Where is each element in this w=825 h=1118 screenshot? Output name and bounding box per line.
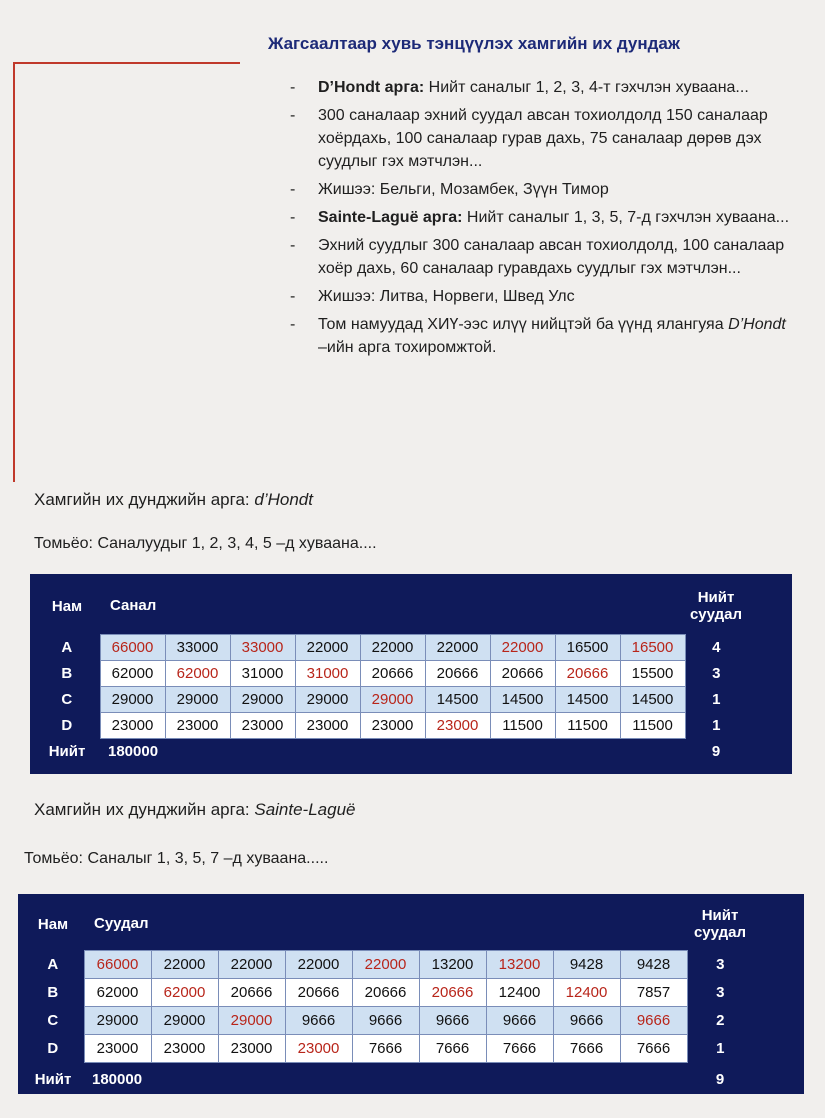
quotient-cell: 20666 bbox=[555, 660, 620, 686]
bullet-text: Том намуудад ХИҮ-ээс илүү нийцтэй ба үүнд ялангуяа bbox=[318, 316, 729, 333]
total-seats-line2: суудал bbox=[689, 606, 743, 623]
table-row bbox=[34, 660, 747, 686]
quotient-cell: 9428 bbox=[620, 950, 687, 978]
quotient-cell: 7666 bbox=[553, 1034, 620, 1062]
bullet-bold: D’Hondt арга: bbox=[318, 79, 425, 96]
seats-value: 1 bbox=[712, 690, 721, 708]
quotient-cell: 16500 bbox=[555, 634, 620, 660]
quotient-cell: 16500 bbox=[620, 634, 685, 660]
seats-value: 1 bbox=[716, 1039, 725, 1057]
bullet-dash: - bbox=[290, 79, 296, 96]
quotient-cell: 23000 bbox=[295, 712, 360, 738]
footer-total-seats: 9 bbox=[715, 1070, 725, 1088]
bullet-dash: - bbox=[290, 107, 296, 124]
column-header-party: Нам bbox=[51, 597, 83, 615]
quotient-cell: 20666 bbox=[218, 978, 285, 1006]
quotient-cell: 33000 bbox=[165, 634, 230, 660]
seats-value: 2 bbox=[716, 1011, 725, 1029]
quotient-cell: 20666 bbox=[425, 660, 490, 686]
quotient-cell: 20666 bbox=[285, 978, 352, 1006]
quotient-cell: 33000 bbox=[230, 634, 295, 660]
quotient-cell: 62000 bbox=[100, 660, 165, 686]
column-header-total-seats bbox=[687, 898, 753, 950]
table-row bbox=[22, 1034, 753, 1062]
quotient-cell: 62000 bbox=[165, 660, 230, 686]
seats-value: 4 bbox=[712, 638, 721, 656]
party-label: B bbox=[47, 983, 59, 1001]
footer-total-votes: 180000 bbox=[92, 1070, 143, 1088]
quotient-cell: 29000 bbox=[84, 1006, 151, 1034]
quotient-cell: 29000 bbox=[100, 686, 165, 712]
quotient-cell: 13200 bbox=[419, 950, 486, 978]
quotient-cell: 31000 bbox=[230, 660, 295, 686]
quotient-cell: 9666 bbox=[419, 1006, 486, 1034]
quotient-cell: 29000 bbox=[230, 686, 295, 712]
party-label: C bbox=[47, 1011, 59, 1029]
bullet-item bbox=[290, 76, 790, 99]
quotient-cell: 23000 bbox=[230, 712, 295, 738]
table-row bbox=[34, 686, 747, 712]
quotient-cell: 66000 bbox=[100, 634, 165, 660]
section2-title-prefix: Хамгийн их дунджийн арга: bbox=[34, 800, 255, 819]
quotient-cell: 9666 bbox=[352, 1006, 419, 1034]
quotient-cell: 7666 bbox=[352, 1034, 419, 1062]
bullet-item bbox=[290, 234, 790, 280]
bullet-text: Жишээ: Бельги, Мозамбек, Зүүн Тимор bbox=[318, 181, 609, 198]
quotient-cell: 22000 bbox=[425, 634, 490, 660]
bullet-item bbox=[290, 206, 790, 229]
total-seats-line1: Нийт bbox=[701, 907, 739, 924]
quotient-cell: 23000 bbox=[425, 712, 490, 738]
seats-value: 3 bbox=[712, 664, 721, 682]
footer-total-label: Нийт bbox=[34, 1070, 72, 1088]
quotient-cell: 62000 bbox=[84, 978, 151, 1006]
bullet-dash: - bbox=[290, 316, 296, 333]
bullet-dash: - bbox=[290, 288, 296, 305]
section1-formula: Томьёо: Саналуудыг 1, 2, 3, 4, 5 –д хуваана.... bbox=[34, 535, 377, 552]
section1-title bbox=[34, 490, 313, 510]
quotient-cell: 29000 bbox=[360, 686, 425, 712]
seats-value: 3 bbox=[716, 983, 725, 1001]
sainte-lague-table bbox=[18, 894, 804, 1094]
table-row bbox=[34, 634, 747, 660]
party-label: C bbox=[61, 690, 73, 708]
bullet-item bbox=[290, 313, 790, 359]
footer-total-seats: 9 bbox=[711, 742, 721, 760]
quotient-cell: 22000 bbox=[151, 950, 218, 978]
quotient-cell: 7857 bbox=[620, 978, 687, 1006]
section2-title-method: Sainte-Laguë bbox=[254, 800, 356, 819]
bullet-tail: –ийн арга тохиромжтой. bbox=[318, 339, 497, 356]
section1-title-method: d’Hondt bbox=[254, 490, 313, 509]
quotient-cell: 11500 bbox=[490, 712, 555, 738]
quotient-cell: 14500 bbox=[425, 686, 490, 712]
quotient-cell: 62000 bbox=[151, 978, 218, 1006]
bullet-dash: - bbox=[290, 209, 296, 226]
quotient-cell: 22000 bbox=[490, 634, 555, 660]
dhondt-table bbox=[30, 574, 792, 774]
quotient-cell: 22000 bbox=[360, 634, 425, 660]
footer-total-votes: 180000 bbox=[108, 742, 159, 760]
quotient-cell: 11500 bbox=[620, 712, 685, 738]
table-row bbox=[34, 712, 747, 738]
bullet-dash: - bbox=[290, 181, 296, 198]
bullet-text: Нийт саналыг 1, 3, 5, 7-д гэхчлэн хуваана... bbox=[462, 209, 790, 226]
column-header-votes: Суудал bbox=[94, 915, 149, 933]
column-header-party: Нам bbox=[37, 915, 69, 933]
quotient-cell: 9666 bbox=[486, 1006, 553, 1034]
quotient-cell: 15500 bbox=[620, 660, 685, 686]
party-label: D bbox=[61, 716, 73, 734]
column-header-votes: Санал bbox=[110, 597, 157, 615]
quotient-cell: 7666 bbox=[486, 1034, 553, 1062]
footer-total-label: Нийт bbox=[48, 742, 86, 760]
quotient-cell: 29000 bbox=[151, 1006, 218, 1034]
party-label: A bbox=[61, 638, 73, 656]
quotient-cell: 22000 bbox=[218, 950, 285, 978]
quotient-cell: 14500 bbox=[555, 686, 620, 712]
quotient-cell: 23000 bbox=[100, 712, 165, 738]
seats-value: 1 bbox=[712, 716, 721, 734]
quotient-cell: 23000 bbox=[218, 1034, 285, 1062]
quotient-cell: 29000 bbox=[165, 686, 230, 712]
section2-formula: Томьёо: Саналыг 1, 3, 5, 7 –д хуваана..... bbox=[24, 850, 329, 867]
bullet-text: Эхний суудлыг 300 саналаар авсан тохиолдолд, 100 саналаар хоёр дахь, 60 саналаар гуравдахь суудлыг гэх мэтчлэн... bbox=[318, 237, 785, 277]
quotient-cell: 23000 bbox=[360, 712, 425, 738]
table-row bbox=[22, 1006, 753, 1034]
party-label: D bbox=[47, 1039, 59, 1057]
quotient-cell: 20666 bbox=[352, 978, 419, 1006]
quotient-cell: 9428 bbox=[553, 950, 620, 978]
bullet-text: 300 саналаар эхний суудал авсан тохиолдолд 150 саналаар хоёрдахь, 100 саналаар гурав дахь, 75 саналаар дөрөв дэх суудлыг гэх мэтчлэн... bbox=[318, 107, 768, 170]
party-label: B bbox=[61, 664, 73, 682]
total-seats-line1: Нийт bbox=[697, 589, 735, 606]
quotient-cell: 9666 bbox=[620, 1006, 687, 1034]
quotient-cell: 22000 bbox=[295, 634, 360, 660]
quotient-cell: 20666 bbox=[360, 660, 425, 686]
bullet-dash: - bbox=[290, 237, 296, 254]
bullet-bold: Sainte-Laguë арга: bbox=[318, 209, 463, 226]
column-header-total-seats bbox=[685, 578, 747, 634]
bullet-item bbox=[290, 104, 790, 173]
seats-value: 3 bbox=[716, 955, 725, 973]
page-heading: Жагсаалтаар хувь тэнцүүлэх хамгийн их дундаж bbox=[268, 34, 680, 53]
quotient-cell: 23000 bbox=[285, 1034, 352, 1062]
quotient-cell: 20666 bbox=[419, 978, 486, 1006]
quotient-cell: 14500 bbox=[490, 686, 555, 712]
quotient-cell: 7666 bbox=[419, 1034, 486, 1062]
quotient-cell: 9666 bbox=[553, 1006, 620, 1034]
quotient-cell: 31000 bbox=[295, 660, 360, 686]
quotient-cell: 12400 bbox=[553, 978, 620, 1006]
bullet-italic: D’Hondt bbox=[728, 316, 786, 333]
quotient-cell: 11500 bbox=[555, 712, 620, 738]
quotient-cell: 66000 bbox=[84, 950, 151, 978]
table-row bbox=[22, 978, 753, 1006]
quotient-cell: 23000 bbox=[165, 712, 230, 738]
quotient-cell: 9666 bbox=[285, 1006, 352, 1034]
quotient-cell: 20666 bbox=[490, 660, 555, 686]
quotient-cell: 13200 bbox=[486, 950, 553, 978]
quotient-cell: 29000 bbox=[295, 686, 360, 712]
quotient-cell: 7666 bbox=[620, 1034, 687, 1062]
bullet-item bbox=[290, 178, 790, 201]
table-row bbox=[22, 950, 753, 978]
quotient-cell: 23000 bbox=[151, 1034, 218, 1062]
bullet-list bbox=[290, 76, 790, 364]
total-seats-line2: суудал bbox=[693, 924, 747, 941]
section2-title bbox=[34, 800, 356, 820]
bullet-text: Нийт саналыг 1, 2, 3, 4-т гэхчлэн хуваана... bbox=[424, 79, 749, 96]
party-label: A bbox=[47, 955, 59, 973]
bullet-text: Жишээ: Литва, Норвеги, Швед Улс bbox=[318, 288, 575, 305]
quotient-cell: 22000 bbox=[352, 950, 419, 978]
quotient-cell: 14500 bbox=[620, 686, 685, 712]
quotient-cell: 22000 bbox=[285, 950, 352, 978]
bullet-item bbox=[290, 285, 790, 308]
quotient-cell: 23000 bbox=[84, 1034, 151, 1062]
red-accent-line-horizontal bbox=[14, 62, 240, 64]
quotient-cell: 12400 bbox=[486, 978, 553, 1006]
quotient-cell: 29000 bbox=[218, 1006, 285, 1034]
section1-title-prefix: Хамгийн их дунджийн арга: bbox=[34, 490, 255, 509]
red-accent-line-vertical bbox=[13, 62, 15, 482]
